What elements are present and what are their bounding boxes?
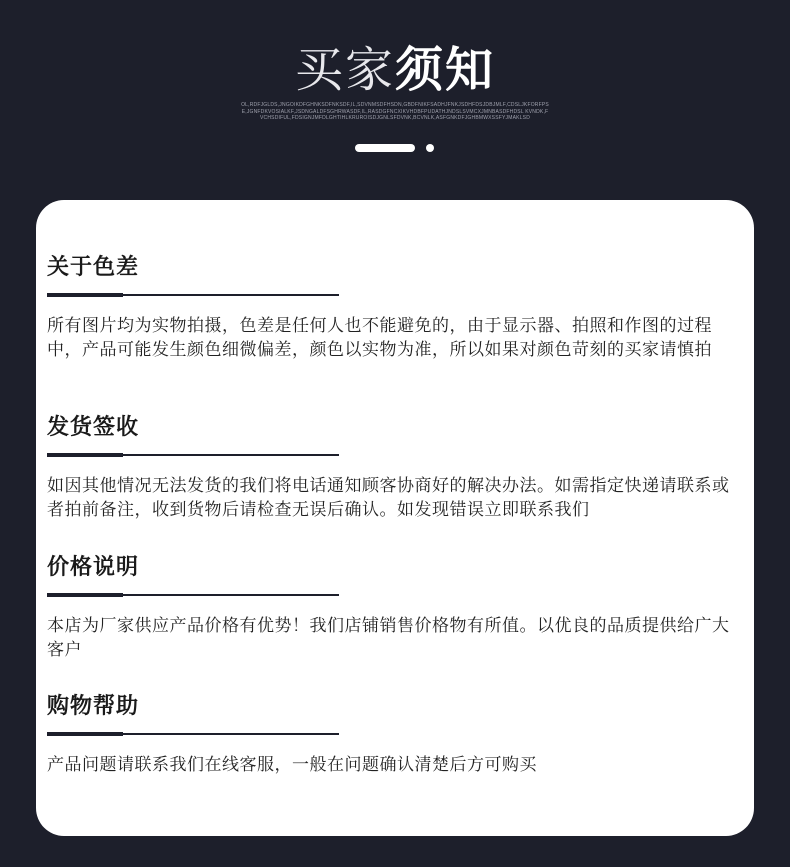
page-title-light: 买家 bbox=[294, 42, 395, 98]
section-pricing bbox=[47, 553, 737, 662]
heading-underline bbox=[47, 453, 339, 457]
section-heading: 发货签收 bbox=[47, 415, 140, 440]
section-body: 如因其他情况无法发货的我们将电话通知顾客协商好的解决办法。如需指定快递请联系或者拍前备注，收到货物后请检查无误后确认。如发现错误立即联系我们 bbox=[47, 476, 730, 520]
page-title bbox=[0, 40, 790, 100]
section-color-difference bbox=[47, 253, 737, 362]
heading-underline bbox=[47, 293, 339, 297]
section-shipping bbox=[47, 413, 737, 522]
section-body: 本店为厂家供应产品价格有优势！我们店铺销售价格物有所值。以优良的品质提供给广大客户 bbox=[47, 616, 730, 660]
heading-underline bbox=[47, 732, 339, 736]
decorative-dots bbox=[0, 144, 790, 152]
section-heading: 关于色差 bbox=[47, 255, 140, 280]
section-body: 产品问题请联系我们在线客服，一般在问题确认清楚后方可购买 bbox=[47, 755, 537, 775]
notice-card bbox=[36, 200, 754, 836]
page-title-bold: 须知 bbox=[395, 42, 496, 98]
header-banner bbox=[0, 0, 790, 200]
section-heading: 价格说明 bbox=[47, 555, 140, 580]
decorative-dot bbox=[426, 144, 434, 152]
decorative-bar bbox=[355, 144, 415, 152]
section-shopping-help bbox=[47, 692, 737, 777]
decorative-subtitle: OL,RDFJGLDS,JNGOIKDFGHNKSDFNKSDF,IL,SDVNMSDFHSDN,GBDFNIKFSADHJFNKJSDHFDSJDBJMLF,CDSLJKFORFPSE,JGNFDKVOSIALKF,JSDNGALDFSGHRWASDF,IL,RASDGFNCXIKVHDBFPUDATHJNDSLSVMCXJMNBASDFHDSL KVNDK,FVCHSDIFUL,FDSIGNJMFDLGHTIHLKRUROISDJGNLSFDVNK,BCVNLK,ASFGNKDFJGHBMWXSSFYJMAKLSD bbox=[241, 102, 549, 121]
heading-underline bbox=[47, 593, 339, 597]
section-body: 所有图片均为实物拍摄，色差是任何人也不能避免的，由于显示器、拍照和作图的过程中，产品可能发生颜色细微偏差，颜色以实物为准，所以如果对颜色苛刻的买家请慎拍 bbox=[47, 316, 712, 360]
section-heading: 购物帮助 bbox=[47, 694, 140, 719]
